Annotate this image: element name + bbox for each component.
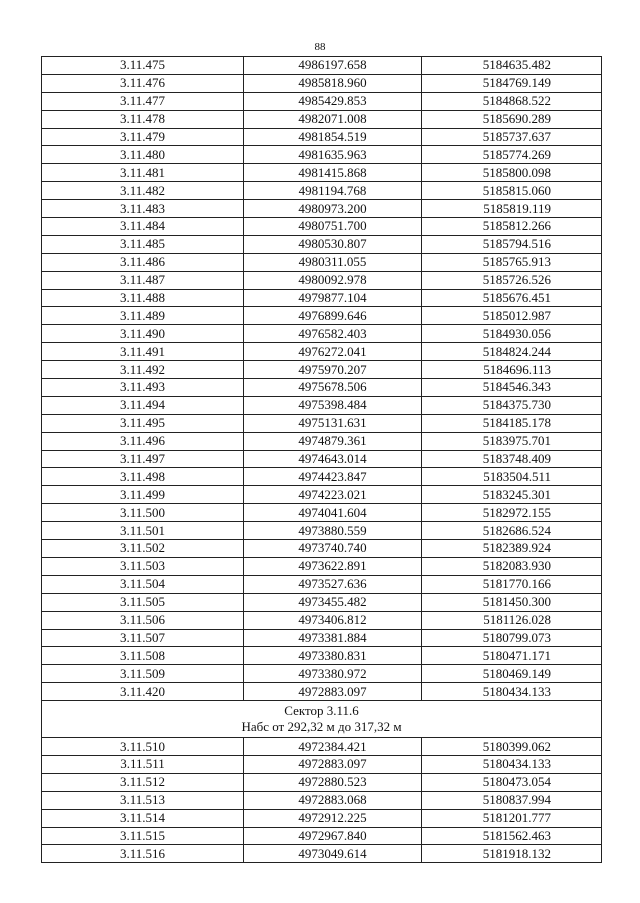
y-coordinate-cell: 5183748.409 [422,450,602,468]
table-row [42,92,602,110]
table-row [42,182,602,200]
y-coordinate-cell: 5184635.482 [422,57,602,75]
x-coordinate-cell: 4981194.768 [244,182,422,200]
y-coordinate-cell: 5183245.301 [422,486,602,504]
y-coordinate-cell: 5181201.777 [422,809,602,827]
point-id-cell: 3.11.513 [42,791,244,809]
coordinates-table [41,56,602,863]
point-id-cell: 3.11.489 [42,307,244,325]
x-coordinate-cell: 4973380.831 [244,647,422,665]
table-row [42,74,602,92]
y-coordinate-cell: 5181562.463 [422,827,602,845]
x-coordinate-cell: 4972912.225 [244,809,422,827]
point-id-cell: 3.11.478 [42,110,244,128]
table-row [42,504,602,522]
y-coordinate-cell: 5181770.166 [422,575,602,593]
point-id-cell: 3.11.483 [42,200,244,218]
y-coordinate-cell: 5180837.994 [422,791,602,809]
x-coordinate-cell: 4974041.604 [244,504,422,522]
table-row [42,486,602,504]
y-coordinate-cell: 5184930.056 [422,325,602,343]
point-id-cell: 3.11.516 [42,845,244,863]
point-id-cell: 3.11.491 [42,343,244,361]
table-row [42,57,602,75]
x-coordinate-cell: 4973406.812 [244,611,422,629]
point-id-cell: 3.11.486 [42,253,244,271]
point-id-cell: 3.11.494 [42,396,244,414]
sector-cell [42,701,602,738]
y-coordinate-cell: 5180799.073 [422,629,602,647]
point-id-cell: 3.11.503 [42,557,244,575]
point-id-cell: 3.11.488 [42,289,244,307]
x-coordinate-cell: 4976272.041 [244,343,422,361]
point-id-cell: 3.11.487 [42,271,244,289]
y-coordinate-cell: 5185819.119 [422,200,602,218]
table-row [42,593,602,611]
table-row [42,665,602,683]
table-row [42,755,602,773]
y-coordinate-cell: 5183975.701 [422,432,602,450]
x-coordinate-cell: 4980973.200 [244,200,422,218]
y-coordinate-cell: 5185794.516 [422,235,602,253]
x-coordinate-cell: 4980751.700 [244,218,422,236]
y-coordinate-cell: 5185765.913 [422,253,602,271]
x-coordinate-cell: 4972883.068 [244,791,422,809]
y-coordinate-cell: 5185812.266 [422,218,602,236]
x-coordinate-cell: 4972384.421 [244,738,422,756]
x-coordinate-cell: 4974879.361 [244,432,422,450]
table-row [42,289,602,307]
x-coordinate-cell: 4986197.658 [244,57,422,75]
point-id-cell: 3.11.511 [42,755,244,773]
x-coordinate-cell: 4976899.646 [244,307,422,325]
point-id-cell: 3.11.476 [42,74,244,92]
x-coordinate-cell: 4982071.008 [244,110,422,128]
y-coordinate-cell: 5181918.132 [422,845,602,863]
point-id-cell: 3.11.484 [42,218,244,236]
y-coordinate-cell: 5185774.269 [422,146,602,164]
sector-header [42,701,602,738]
table-row [42,396,602,414]
y-coordinate-cell: 5184769.149 [422,74,602,92]
x-coordinate-cell: 4976582.403 [244,325,422,343]
y-coordinate-cell: 5180471.171 [422,647,602,665]
table-row [42,773,602,791]
table-row [42,647,602,665]
point-id-cell: 3.11.480 [42,146,244,164]
y-coordinate-cell: 5185726.526 [422,271,602,289]
x-coordinate-cell: 4980092.978 [244,271,422,289]
y-coordinate-cell: 5185676.451 [422,289,602,307]
table-row [42,738,602,756]
point-id-cell: 3.11.475 [42,57,244,75]
point-id-cell: 3.11.505 [42,593,244,611]
point-id-cell: 3.11.499 [42,486,244,504]
x-coordinate-cell: 4973381.884 [244,629,422,647]
x-coordinate-cell: 4972967.840 [244,827,422,845]
table-row [42,379,602,397]
point-id-cell: 3.11.497 [42,450,244,468]
point-id-cell: 3.11.482 [42,182,244,200]
point-id-cell: 3.11.496 [42,432,244,450]
x-coordinate-cell: 4981635.963 [244,146,422,164]
y-coordinate-cell: 5185012.987 [422,307,602,325]
y-coordinate-cell: 5184375.730 [422,396,602,414]
point-id-cell: 3.11.498 [42,468,244,486]
y-coordinate-cell: 5182686.524 [422,522,602,540]
sector-row [42,701,602,738]
x-coordinate-cell: 4985818.960 [244,74,422,92]
x-coordinate-cell: 4973740.740 [244,540,422,558]
y-coordinate-cell: 5180473.054 [422,773,602,791]
y-coordinate-cell: 5180434.133 [422,755,602,773]
x-coordinate-cell: 4973622.891 [244,557,422,575]
y-coordinate-cell: 5184546.343 [422,379,602,397]
point-id-cell: 3.11.504 [42,575,244,593]
y-coordinate-cell: 5181126.028 [422,611,602,629]
table-row [42,809,602,827]
x-coordinate-cell: 4975398.484 [244,396,422,414]
point-id-cell: 3.11.507 [42,629,244,647]
y-coordinate-cell: 5180434.133 [422,683,602,701]
x-coordinate-cell: 4974423.847 [244,468,422,486]
point-id-cell: 3.11.501 [42,522,244,540]
table-row [42,414,602,432]
x-coordinate-cell: 4974643.014 [244,450,422,468]
point-id-cell: 3.11.500 [42,504,244,522]
x-coordinate-cell: 4972883.097 [244,683,422,701]
x-coordinate-cell: 4975131.631 [244,414,422,432]
y-coordinate-cell: 5185690.289 [422,110,602,128]
y-coordinate-cell: 5184696.113 [422,361,602,379]
table-row [42,683,602,701]
x-coordinate-cell: 4973527.636 [244,575,422,593]
table-row [42,128,602,146]
x-coordinate-cell: 4972883.097 [244,755,422,773]
x-coordinate-cell: 4972880.523 [244,773,422,791]
table-row [42,557,602,575]
y-coordinate-cell: 5182972.155 [422,504,602,522]
x-coordinate-cell: 4985429.853 [244,92,422,110]
table-row [42,271,602,289]
x-coordinate-cell: 4974223.021 [244,486,422,504]
table-row [42,235,602,253]
x-coordinate-cell: 4973380.972 [244,665,422,683]
point-id-cell: 3.11.492 [42,361,244,379]
table-row [42,575,602,593]
table-row [42,522,602,540]
y-coordinate-cell: 5181450.300 [422,593,602,611]
y-coordinate-cell: 5182083.930 [422,557,602,575]
table-row [42,307,602,325]
point-id-cell: 3.11.481 [42,164,244,182]
table-row [42,325,602,343]
x-coordinate-cell: 4973455.482 [244,593,422,611]
table-row [42,468,602,486]
x-coordinate-cell: 4973880.559 [244,522,422,540]
table-row [42,845,602,863]
sector-subtitle: Набс от 292,32 м до 317,32 м [241,719,402,735]
point-id-cell: 3.11.495 [42,414,244,432]
table-row [42,146,602,164]
table-row [42,540,602,558]
x-coordinate-cell: 4980530.807 [244,235,422,253]
y-coordinate-cell: 5180399.062 [422,738,602,756]
rows-before-sector [42,57,602,701]
y-coordinate-cell: 5184185.178 [422,414,602,432]
table-row [42,827,602,845]
y-coordinate-cell: 5185800.098 [422,164,602,182]
table-row [42,218,602,236]
y-coordinate-cell: 5182389.924 [422,540,602,558]
table-row [42,432,602,450]
table-row [42,611,602,629]
table-row [42,343,602,361]
table-row [42,361,602,379]
page-number: 88 [314,41,326,53]
y-coordinate-cell: 5184868.522 [422,92,602,110]
table-row [42,791,602,809]
y-coordinate-cell: 5184824.244 [422,343,602,361]
point-id-cell: 3.11.515 [42,827,244,845]
y-coordinate-cell: 5185737.637 [422,128,602,146]
point-id-cell: 3.11.509 [42,665,244,683]
point-id-cell: 3.11.512 [42,773,244,791]
point-id-cell: 3.11.420 [42,683,244,701]
x-coordinate-cell: 4980311.055 [244,253,422,271]
x-coordinate-cell: 4975678.506 [244,379,422,397]
table-row [42,450,602,468]
table-row [42,200,602,218]
point-id-cell: 3.11.514 [42,809,244,827]
y-coordinate-cell: 5185815.060 [422,182,602,200]
y-coordinate-cell: 5180469.149 [422,665,602,683]
x-coordinate-cell: 4975970.207 [244,361,422,379]
x-coordinate-cell: 4973049.614 [244,845,422,863]
point-id-cell: 3.11.479 [42,128,244,146]
table-row [42,164,602,182]
table-row [42,253,602,271]
point-id-cell: 3.11.493 [42,379,244,397]
point-id-cell: 3.11.510 [42,738,244,756]
point-id-cell: 3.11.502 [42,540,244,558]
point-id-cell: 3.11.506 [42,611,244,629]
y-coordinate-cell: 5183504.511 [422,468,602,486]
sector-title: Сектор 3.11.6 [284,703,359,719]
x-coordinate-cell: 4979877.104 [244,289,422,307]
rows-after-sector [42,738,602,863]
point-id-cell: 3.11.477 [42,92,244,110]
table-row [42,629,602,647]
point-id-cell: 3.11.485 [42,235,244,253]
point-id-cell: 3.11.490 [42,325,244,343]
x-coordinate-cell: 4981415.868 [244,164,422,182]
point-id-cell: 3.11.508 [42,647,244,665]
table-row [42,110,602,128]
x-coordinate-cell: 4981854.519 [244,128,422,146]
